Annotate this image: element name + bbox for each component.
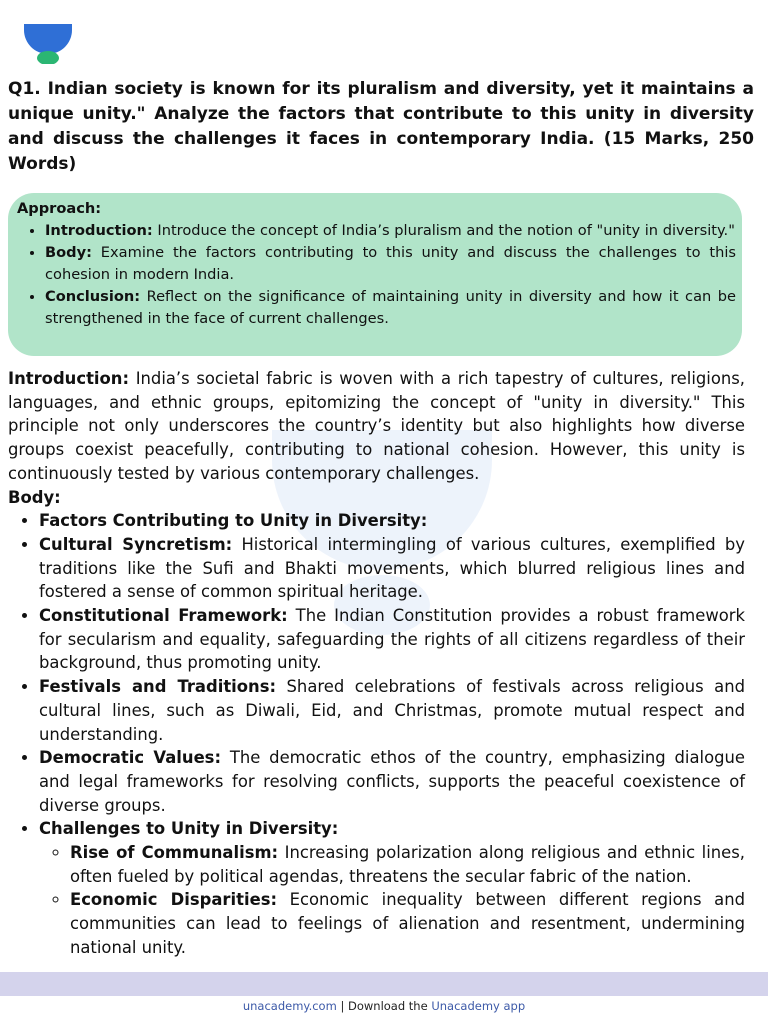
approach-item — [45, 242, 736, 286]
body-item — [39, 817, 745, 959]
body-item-label: Festivals and Traditions: — [39, 677, 277, 697]
body-item — [39, 675, 745, 746]
body-item-label: Factors Contributing to Unity in Diversity: — [39, 511, 428, 531]
challenge-item-text: Economic inequality between different regions and communities can lead to feelings of alienation and resentment, undermining national unity. — [70, 890, 746, 957]
body-list — [8, 509, 745, 959]
footer — [0, 997, 768, 1017]
body-item-text: Shared celebrations of festivals across religious and cultural lines, such as Diwali, Eid, and Christmas, promote mutual respect and understanding. — [39, 677, 745, 744]
body-item-text: The democratic ethos of the country, emphasizing dialogue and legal frameworks for resolving conflicts, supports the peaceful coexistence of diverse groups. — [39, 748, 745, 815]
body-item-text: Historical intermingling of various cultures, exemplified by traditions like the Sufi and Bhakti movements, which blurred religious lines and fostered a sense of common spiritual heritage. — [39, 534, 745, 602]
footer-band — [0, 972, 768, 996]
body-item-label: Democratic Values: — [39, 748, 221, 768]
footer-site-link[interactable]: unacademy.com — [242, 999, 337, 1013]
introduction-text: India’s societal fabric is woven with a rich tapestry of cultures, religions, languages, and ethnic groups, epitomizing the concept of "unity in diversity." This principle not only underscores the country’s identity but also highlights how diverse groups coexist peacefully, contributing to national cohesion. However, this unity is continuously tested by various contemporary challenges. — [8, 369, 745, 483]
body-item-label: Cultural Syncretism: — [39, 534, 233, 554]
body-heading: Body: — [8, 487, 61, 507]
body-item-label: Challenges to Unity in Diversity: — [39, 819, 339, 839]
footer-separator: | — [336, 999, 348, 1013]
introduction-paragraph — [8, 367, 745, 486]
approach-item-label: Body: — [45, 244, 92, 261]
challenge-item — [70, 888, 745, 959]
challenge-item-text: Increasing polarization along religious and ethnic lines, often fueled by political agendas, threatens the secular fabric of the nation. — [70, 843, 745, 886]
challenge-item-label: Rise of Communalism: — [70, 843, 279, 863]
body-item — [39, 509, 745, 533]
approach-box — [8, 193, 742, 356]
approach-list — [17, 220, 736, 330]
challenge-item — [70, 841, 745, 888]
question-text: Q1. Indian society is known for its pluralism and diversity, yet it maintains a unique unity." Analyze the factors that contribute to this unity in diversity and discuss the challenges it faces in contemporary India. (15 Marks, 250 Words) — [8, 79, 754, 174]
body-item — [39, 604, 745, 675]
approach-item — [45, 286, 736, 330]
body-item-text: The Indian Constitution provides a robust framework for secularism and equality, safeguarding the rights of all citizens regardless of their background, thus promoting unity. — [39, 606, 745, 673]
approach-item-text: Reflect on the significance of maintaining unity in diversity and how it can be strengthened in the face of current challenges. — [45, 288, 736, 327]
approach-item-text: Introduce the concept of India’s pluralism and the notion of "unity in diversity." — [152, 222, 735, 239]
approach-item — [45, 220, 736, 242]
body-item — [39, 533, 745, 604]
footer-download-text: Download the — [347, 999, 432, 1013]
answer-content — [8, 367, 745, 960]
approach-item-label: Conclusion: — [45, 288, 141, 305]
body-item-label: Constitutional Framework: — [39, 606, 288, 626]
approach-item-label: Introduction: — [45, 222, 153, 239]
introduction-label: Introduction: — [8, 369, 130, 388]
footer-app-link[interactable]: Unacademy app — [431, 999, 526, 1013]
approach-title: Approach: — [17, 200, 102, 217]
challenge-item-label: Economic Disparities: — [70, 890, 278, 910]
body-item — [39, 746, 745, 817]
unacademy-logo-icon — [20, 22, 76, 64]
challenges-list — [39, 841, 745, 960]
approach-item-text: Examine the factors contributing to this unity and discuss the challenges to this cohesion in modern India. — [45, 244, 736, 283]
